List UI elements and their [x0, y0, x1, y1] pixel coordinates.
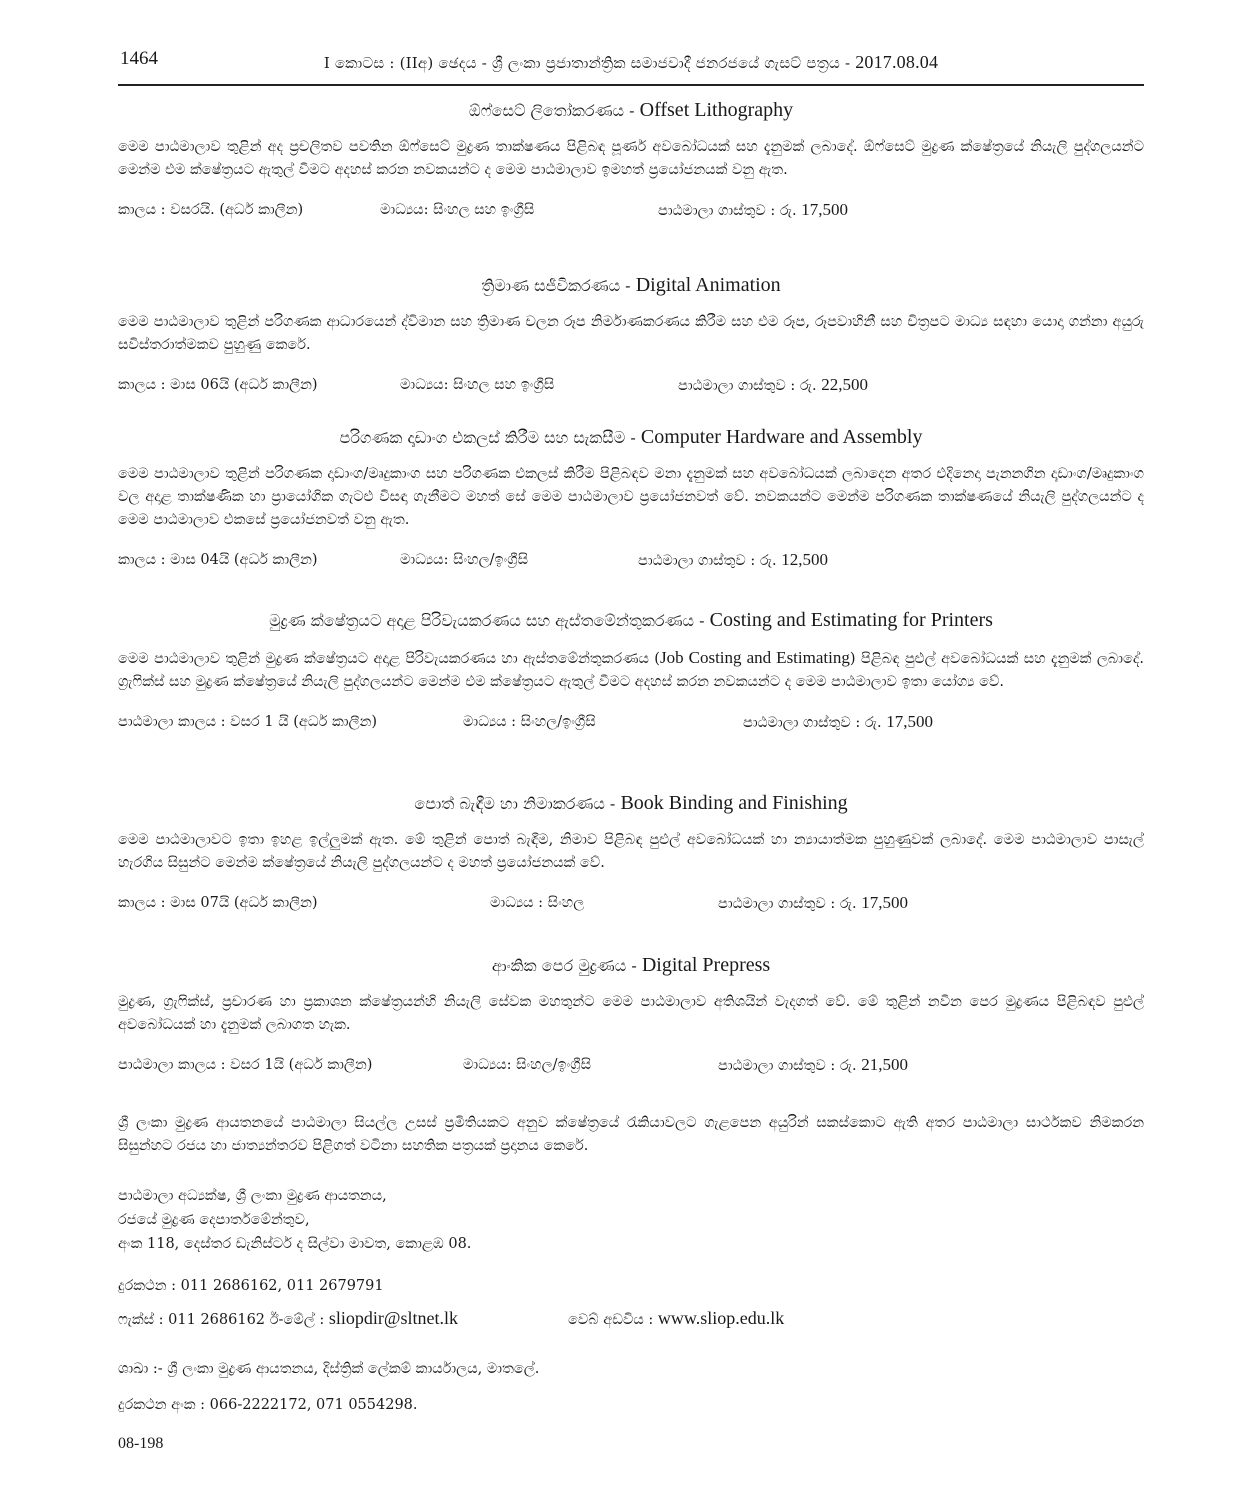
course-description: [118, 646, 1144, 694]
gazette-date: 2017.08.04: [855, 52, 939, 72]
course-medium: මාධ්‍යය : සිංහල/ඉංග්‍රීසි: [463, 714, 596, 730]
course-duration: කාලය : වසරයි. (අර්ධ කාලීන): [118, 202, 304, 218]
course-title-en: Costing and Estimating for Printers: [709, 609, 993, 631]
description-part: මෙම පාඨමාලාව තුළින් මුද්‍රණ ක්ෂේත්‍රයට අදාළ පිරිවැයකරණය හා ඇස්තමේන්තුකරණය (: [118, 651, 660, 667]
course-details: [118, 710, 1144, 734]
page-header: [118, 44, 1144, 86]
description-part: ) පිළිබඳ පුළුල් අවබෝධයක් සහ දැනුමක් ලබාදේ. ග්‍රැෆික්ස් සහ මුද්‍රණ ක්ෂේත්‍රයේ නියැලි පුද්ගලයන්ට මෙන්ම එම ක්ෂේත්‍රයට ඇතුල් වීමට අදහස් කරන නවකයන්ට ද මෙම පාඨමාලාව ඉතා යෝග්‍ය වේ.: [118, 651, 1144, 690]
course-duration: කාලය : මාස 07යි (අර්ධ කාලීන): [118, 895, 318, 911]
running-title: [118, 52, 1144, 73]
course-details: [118, 548, 1144, 572]
course-title: [118, 789, 1144, 817]
course-title-en: Digital Animation: [635, 274, 781, 296]
closing-note-section: [118, 1112, 1144, 1158]
course-title-en: Computer Hardware and Assembly: [640, 426, 923, 448]
course-medium: මාධ්‍යය : සිංහල: [490, 895, 585, 911]
course-fee: [718, 1053, 908, 1078]
course-details: [118, 1053, 1144, 1077]
fee-label: පාඨමාලා ගාස්තුව : රු.: [743, 715, 887, 731]
fee-label: පාඨමාලා ගාස්තුව : රු.: [638, 553, 782, 569]
website-link[interactable]: www.sliop.edu.lk: [657, 1308, 785, 1328]
website-label: වෙබ් අඩවිය :: [568, 1312, 658, 1328]
running-title-text: I කොටස : (IIඅ) ඡෙදය - ශ්‍රී ලංකා ප්‍රජාතාන්ත්‍රික සමාජවාදී ජනරජයේ ගැසට් පත්‍රය -: [323, 54, 856, 72]
course-description: මෙම පාඨමාලාවට ඉතා ඉහළ ඉල්ලුමක් ඇත. මේ තුළින් පොත් බැඳීම, නිමාව පිළිබඳ පුළුල් අවබෝධයක් හා න්‍යායාත්මක පුහුණුවක් ලබාදේ. මෙම පාඨමාලාව පාසැල් හැරගිය සිසුන්ට මෙන්ම ක්ෂේත්‍රයේ නියැලි පුද්ගලයන්ට ද මහත් ප්‍රයෝජනයක් වේ.: [118, 832, 1144, 871]
course-fee: [678, 373, 868, 398]
course-costing-estimating: [118, 606, 1144, 734]
postal-address: [118, 1184, 1144, 1256]
course-computer-hardware: [118, 423, 1144, 572]
address-line: අංක 118, දෙස්තර ඩැනිස්ටර් ද සිල්වා මාවත, කොළඹ 08.: [118, 1236, 472, 1252]
course-description: මෙම පාඨමාලාව තුළින් පරිගණක ආධාරයෙන් ද්විමාන සහ ත්‍රිමාණ චලන රූප නිර්මාණකරණය කිරීම සහ එම රූප, රූපවාහිනී සහ චිත්‍රපට මාධ්‍ය සඳහා යොදා ගන්නා අයුරු සවිස්තරාත්මකව පුහුණු කෙරේ.: [118, 314, 1144, 353]
address-line: පාඨමාලා අධ්‍යක්ෂ, ශ්‍රී ලංකා මුද්‍රණ ආයතනය,: [118, 1188, 387, 1204]
course-title-en: Offset Lithography: [639, 99, 794, 121]
course-details: [118, 198, 1144, 222]
course-title-si: මුද්‍රණ ක්ෂේත්‍රයට අදාළ පිරිවැයකරණය සහ ඇස්තමේන්තුකරණය -: [269, 611, 710, 630]
course-title-si: ආංකික පෙර මුද්‍රණය -: [491, 956, 642, 975]
contact-details: [118, 1274, 1144, 1330]
course-duration: කාලය : මාස 04යි (අර්ධ කාලීන): [118, 552, 318, 568]
course-title-si: ත්‍රිමාණ සජීවිකරණය -: [481, 276, 636, 295]
course-medium: මාධ්‍යය: සිංහල සහ ඉංග්‍රීසි: [380, 202, 535, 218]
course-digital-prepress: [118, 951, 1144, 1077]
course-medium: මාධ්‍යය: සිංහල/ඉංග්‍රීසි: [400, 552, 529, 568]
page-number: 1464: [120, 48, 158, 69]
course-duration: කාලය : මාස 06යි (අර්ධ කාලීන): [118, 377, 318, 393]
website: [568, 1306, 784, 1332]
phone-line: දුරකථන : 011 2686162, 011 2679791: [118, 1278, 384, 1294]
fee-value: 17,500: [801, 200, 848, 219]
fee-value: 22,500: [821, 375, 868, 394]
course-fee: [743, 710, 933, 735]
fee-label: පාඨමාලා ගාස්තුව : රු.: [658, 203, 802, 219]
fax-email-web-line: [118, 1306, 1144, 1330]
course-title-en: Digital Prepress: [641, 954, 771, 976]
course-book-binding: [118, 789, 1144, 915]
fee-label: පාඨමාලා ගාස්තුව : රු.: [718, 896, 862, 912]
course-title: [118, 606, 1144, 634]
course-medium: මාධ්‍යය: සිංහල සහ ඉංග්‍රීසි: [400, 377, 555, 393]
course-title-si: ඕෆ්සෙට් ලිතෝකරණය -: [468, 101, 640, 120]
email-link[interactable]: sliopdir@sltnet.lk: [328, 1308, 458, 1328]
course-title-si: පරිගණක දෘඩාංග එකලස් කිරීම සහ සැකසීම -: [339, 428, 641, 447]
branch-phone: දුරකථන අංක : 066-2222172, 071 0554298.: [118, 1397, 418, 1413]
course-details: [118, 891, 1144, 915]
fee-value: 21,500: [861, 1055, 908, 1074]
course-title-en: Book Binding and Finishing: [620, 792, 848, 814]
course-description: මුද්‍රණ, ග්‍රැෆික්ස්, ප්‍රචාරණ හා ප්‍රකාශන ක්ෂේත්‍රයන්හි නියැලි සේවක මහතුන්ට මෙම පාඨමාලාව අතිශයින් වැදගත් වේ. මේ තුළින් නවීන පෙර මුද්‍රණය පිළිබඳව පුළුල් අවබෝධයක් හා දැනුමක් ලබාගත හැක.: [118, 994, 1144, 1033]
course-duration: පාඨමාලා කාලය : වසර 1 යි (අර්ධ කාලීන): [118, 714, 378, 730]
address-line: රජයේ මුද්‍රණ දෙපාර්තමේන්තුව,: [118, 1212, 310, 1228]
course-fee: [638, 548, 828, 573]
course-title: [118, 951, 1144, 979]
course-details: [118, 373, 1144, 397]
description-english-term: Job Costing and Estimating: [659, 648, 850, 667]
fee-value: 17,500: [886, 712, 933, 731]
branch-address: ශාඛා :- ශ්‍රී ලංකා මුද්‍රණ ආයතනය, දිස්ත්‍රික් ලේකම් කාර්යාලය, මාතලේ.: [118, 1361, 540, 1377]
fee-value: 17,500: [861, 893, 908, 912]
document-code: 08-198: [118, 1435, 164, 1452]
course-fee: [718, 891, 908, 916]
course-fee: [658, 198, 848, 223]
fee-label: පාඨමාලා ගාස්තුව : රු.: [718, 1058, 862, 1074]
course-title: [118, 271, 1144, 299]
course-duration: පාඨමාලා කාලය : වසර 1යි (අර්ධ කාලීන): [118, 1057, 373, 1073]
course-description: මෙම පාඨමාලාව තුළින් පරිගණක දෘඩාංග/මෘදුකාංග සහ පරිගණක එකලස් කිරීම පිළිබඳව මනා දැනුමක් සහ අවබෝධයක් ලබාදෙන අතර එදිනෙදා පැනනගින දෘඩාංග/මෘදුකාංග වල අදාළ තාක්ෂණික හා ප්‍රායෝගික ගැටළු විසඳා ගැනීමට මහත් සේ මෙම පාඨමාලාව ප්‍රයෝජනවත් වේ. නවකයන්ට මෙන්ම පරිගණක තාක්ෂණයේ නියැලි පුද්ගලයන්ට ද මෙම පාඨමාලාව එකසේ ප්‍රයෝජනවත් වනු ඇත.: [118, 466, 1144, 528]
fee-value: 12,500: [781, 550, 828, 569]
closing-note: ශ්‍රී ලංකා මුද්‍රණ ආයතනයේ පාඨමාලා සියල්ල උසස් ප්‍රමිතියකට අනුව ක්ෂේත්‍රයේ රැකියාවලට ගැළපෙන අයුරින් සකස්කොට ඇති අතර පාඨමාලා සාර්ථකව නිමකරන සිසුන්හට රජය හා ජාත්‍යන්තරව පිළිගත් වටිනා සහතික පත්‍රයක් ප්‍රදානය කෙරේ.: [118, 1115, 1144, 1154]
course-title: [118, 423, 1144, 451]
course-digital-animation: [118, 271, 1144, 397]
branch-details: [118, 1357, 1144, 1417]
course-medium: මාධ්‍යය: සිංහල/ඉංග්‍රීසි: [463, 1057, 592, 1073]
course-offset-lithography: [118, 96, 1144, 222]
course-description: මෙම පාඨමාලාව තුළින් අද ප්‍රචලිතව පවතින ඕෆ්සෙට් මුද්‍රණ තාක්ෂණය පිළිබඳ පූර්ණ අවබෝධයක් සහ දැනුමක් ලබාදේ. ඕෆ්සෙට් මුද්‍රණ ක්ෂේත්‍රයේ නියැලි පුද්ගලයන්ට මෙන්ම එම ක්ෂේත්‍රයට ඇතුල් වීමට අදහස් කරන නවකයන්ට ද මෙම පාඨමාලාව ඉමහත් ප්‍රයෝජනයක් වනු ඇත.: [118, 139, 1144, 178]
fee-label: පාඨමාලා ගාස්තුව : රු.: [678, 378, 822, 394]
fax-email-label: ෆැක්ස් : 011 2686162 ඊ-මේල් :: [118, 1312, 329, 1328]
course-title: [118, 96, 1144, 124]
course-title-si: පොත් බැඳීම හා නිමාකරණය -: [414, 794, 621, 813]
